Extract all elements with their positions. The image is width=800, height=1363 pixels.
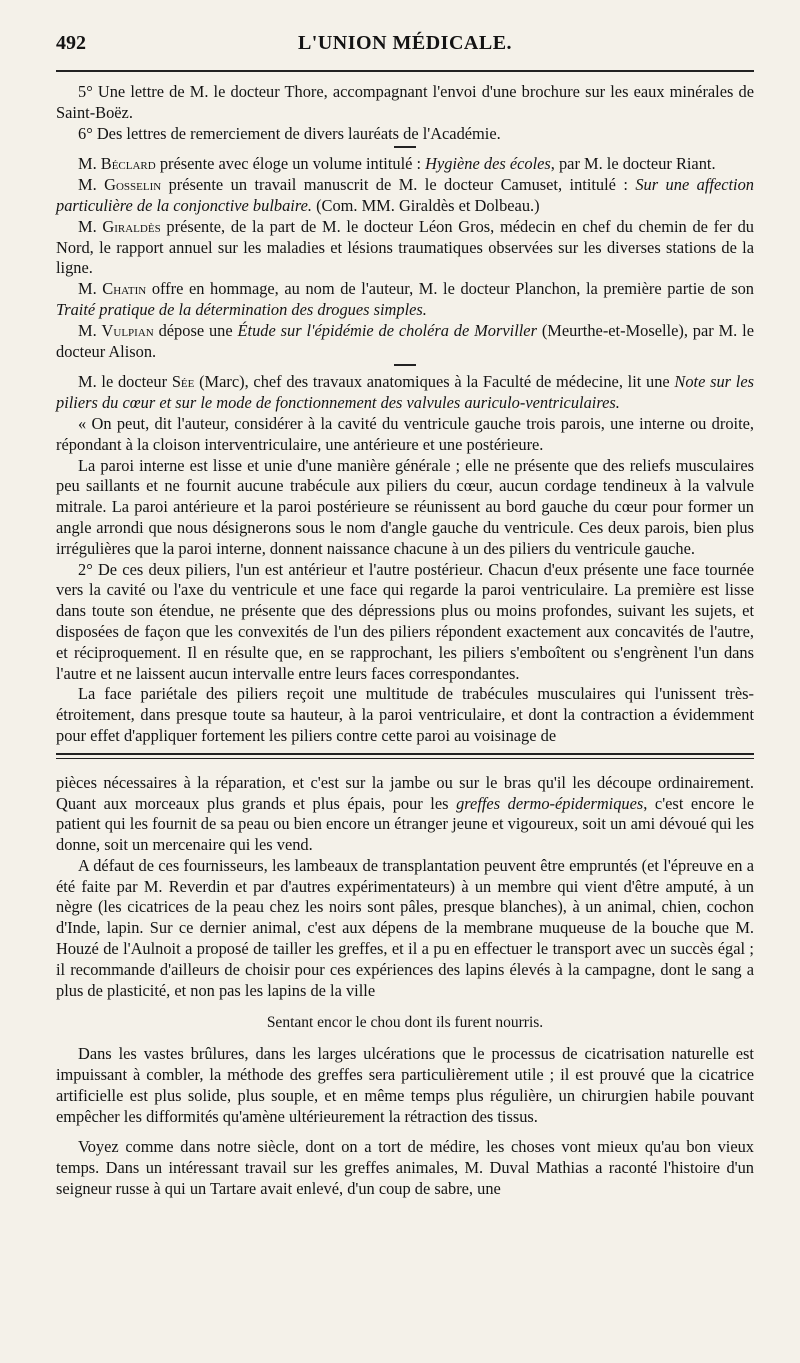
proceedings-paragraph: 5° Une lettre de M. le docteur Thore, accompagnant l'envoi d'une brochure sur les eaux minérales de Saint-Boëz. bbox=[56, 82, 754, 122]
section-dash bbox=[394, 146, 416, 148]
page-number: 492 bbox=[56, 32, 86, 54]
feuilleton-separator bbox=[56, 753, 754, 759]
proceedings-paragraph: La face pariétale des piliers reçoit une multitude de trabécules musculaires qui l'unissent très-étroitement, dans presque toute sa hauteur, à la paroi ventriculaire, et dont la contraction a évidemment pour effet d'appliquer fortement les piliers contre cette paroi au voisinage de bbox=[56, 684, 754, 745]
proceedings-paragraph: « On peut, dit l'auteur, considérer à la cavité du ventricule gauche trois parois, une interne ou droite, répondant à la cloison interventriculaire, une antérieure et une postérieure. bbox=[56, 413, 754, 454]
journal-title: L'UNION MÉDICALE. bbox=[297, 32, 513, 54]
feuilleton-paragraph: Voyez comme dans notre siècle, dont on a tort de médire, les choses vont mieux qu'au bon vieux temps. Dans un intéressant travail sur les greffes animales, M. Duval Mathias a raconté l'histoire d'un seigneur russe à qui un Tartare avait enlevé, d'un coup de sabre, une bbox=[56, 1137, 754, 1199]
proceedings-paragraph: M. le docteur Sée (Marc), chef des travaux anatomiques à la Faculté de médecine, lit une Note sur les piliers du cœur et sur le mode de fonctionnement des valvules auriculo-ventriculaires. bbox=[56, 372, 754, 413]
header-rule bbox=[56, 70, 754, 72]
feuilleton-text bbox=[56, 773, 754, 1200]
proceedings-paragraph: M. Chatin offre en hommage, au nom de l'auteur, M. le docteur Planchon, la première partie de son Traité pratique de la détermination des drogues simples. bbox=[56, 279, 754, 319]
proceedings-paragraph: M. Vulpian dépose une Étude sur l'épidémie de choléra de Morviller (Meurthe-et-Moselle), par M. le docteur Alison. bbox=[56, 320, 754, 361]
proceedings-paragraph: La paroi interne est lisse et unie d'une manière générale ; elle ne présente que des reliefs musculaires peu saillants et ne fournit aucune trabécule aux piliers du cœur, aucun cordage tendineux à la valvule mitrale. La paroi antérieure et la paroi postérieure se réunissent au bord gauche du cœur pour former un angle arrondi que nous désignerons sous le nom d'angle gauche du ventricule. Ces deux parois, bien plus irrégulières que la paroi interne, donnent naissance chacune à un des piliers du ventricule gauche. bbox=[56, 455, 754, 558]
section-dash bbox=[394, 364, 416, 366]
proceedings-paragraph: M. Gosselin présente un travail manuscrit de M. le docteur Camuset, intitulé : Sur une affection particulière de la conjonctive bulbaire. (Com. MM. Giraldès et Dolbeau.) bbox=[56, 175, 754, 215]
section-gap bbox=[56, 1127, 754, 1137]
feuilleton-paragraph: pièces nécessaires à la réparation, et c'est sur la jambe ou sur le bras qu'il les découpe ordinairement. Quant aux morceaux plus grands et plus épais, pour les greffes dermo-épidermiques, c'est encore le patient qui les fournit de sa peau ou bien encore un étranger jeune et vigoureux, soit un ami dévoué qui les donne, soit un mercenaire qui les vend. bbox=[56, 772, 754, 855]
academy-proceedings bbox=[56, 82, 754, 747]
proceedings-paragraph: M. Béclard présente avec éloge un volume intitulé : Hygiène des écoles, par M. le docteur Riant. bbox=[78, 154, 716, 174]
feuilleton-paragraph: Dans les vastes brûlures, dans les larges ulcérations que le processus de cicatrisation naturelle est impuissant à combler, la méthode des greffes sera particulièrement utile ; il est prouvé que la cicatrice artificielle est plus solide, plus souple, et en même temps plus régulière, un chirurgien habile pouvant empêcher les difformités qu'amène ultérieurement la rétraction des tissus. bbox=[56, 1044, 754, 1126]
proceedings-paragraph: 2° De ces deux piliers, l'un est antérieur et l'autre postérieur. Chacun d'eux présente une face tournée vers la cavité ou l'axe du ventricule et une face qui regarde la paroi ventriculaire. La première est lisse dans toute son étendue, ne présente que des dépressions plus ou moins profondes, suivant les sujets, et disposées de façon que les convexités de l'un des piliers répondent exactement aux concavités de l'autre, et réciproquement. Il en résulte que, en se rapprochant, les piliers s'emboîtent ou s'engrènent l'un dans l'autre et ne laissent aucun intervalle entre leurs faces correspondantes. bbox=[56, 559, 754, 683]
page-header bbox=[56, 28, 754, 64]
proceedings-paragraph: M. Giraldès présente, de la part de M. le docteur Léon Gros, médecin en chef du chemin de fer du Nord, le rapport annuel sur les maladies et lésions traumatiques observées sur les diverses stations de la ligne. bbox=[56, 216, 754, 278]
quoted-verse: Sentant encor le chou dont ils furent nourris. bbox=[266, 1014, 544, 1032]
feuilleton-paragraph: A défaut de ces fournisseurs, les lambeaux de transplantation peuvent être empruntés (et l'épreuve en a été faite par M. Reverdin et par d'autres expérimentateurs) à un membre qui vient d'être amputé, à un nègre (les cicatrices de la peau chez les noirs sont pâles, presque blanches), à un animal, chien, cochon d'Inde, lapin. Sur ce dernier animal, c'est aux dépens de la membrane muqueuse de la bouche que M. Houzé de l'Aulnoit a proposé de tailler les greffes, et il a pu en effectuer le transport avec un succès égal ; il recommande d'ailleurs de choisir pour ces expériences des lapins élevés à la campagne, dont le sang a plus de plasticité, et non pas les lapins de la ville bbox=[56, 855, 754, 1000]
proceedings-paragraph: 6° Des lettres de remerciement de divers lauréats de l'Académie. bbox=[78, 123, 501, 143]
